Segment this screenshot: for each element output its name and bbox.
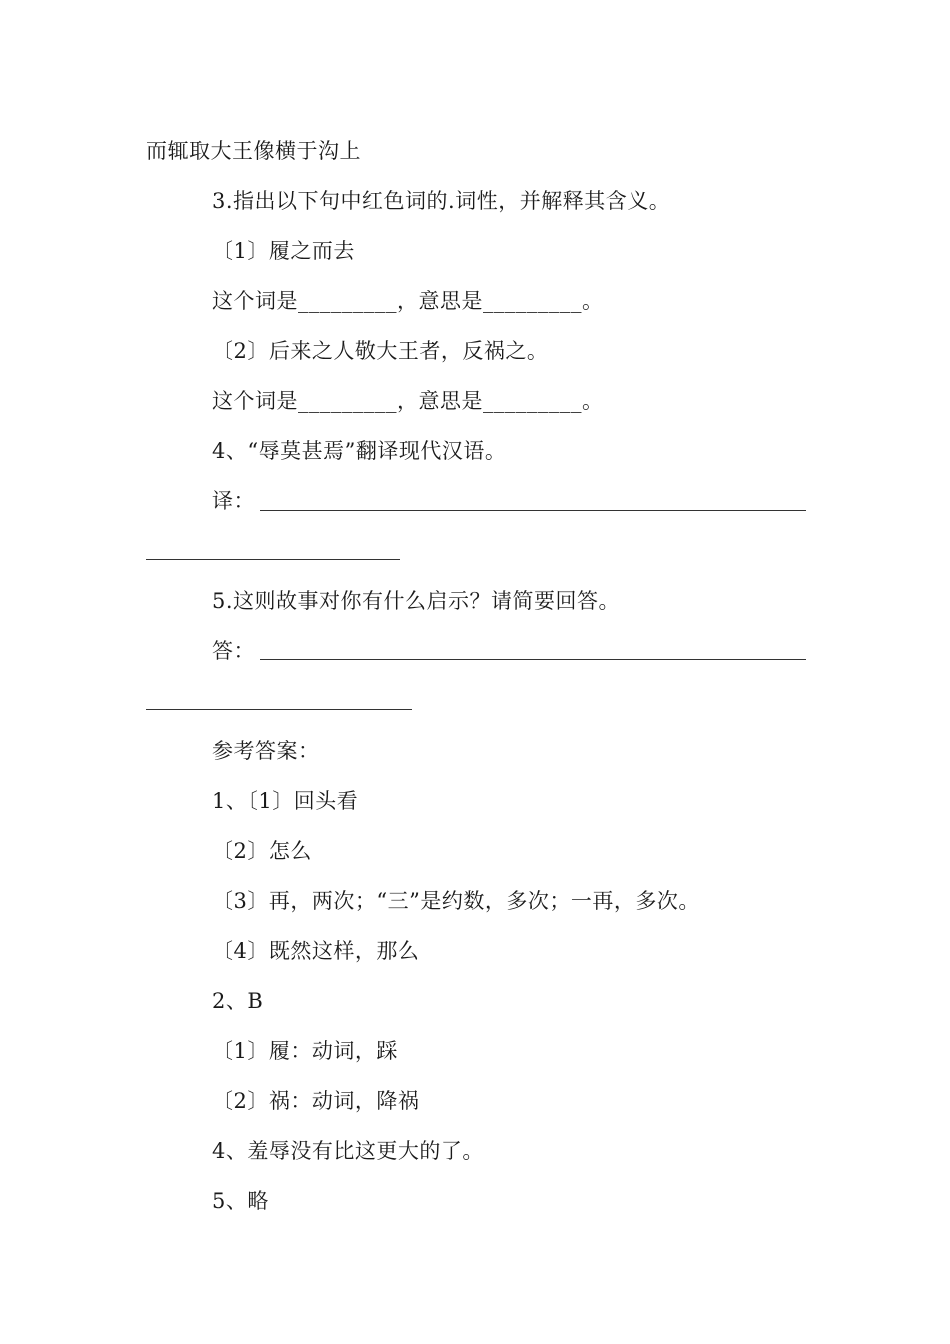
question-3-item-1-answer-blank: 这个词是_________，意思是_________。 [212,289,604,313]
question-5-answer-line [260,659,806,660]
question-5-answer-line-continued [146,709,412,710]
reference-answers-heading: 参考答案： [212,739,320,763]
answer-1-item-2: 〔2〕怎么 [212,839,312,863]
answer-3-item-1: 〔1〕履：动词，踩 [212,1039,398,1063]
question-4-answer-line-continued [146,559,400,560]
question-3-heading: 3.指出以下句中红色词的.词性，并解释其含义。 [212,189,671,213]
answer-1-item-1: 1、〔1〕回头看 [212,789,359,813]
answer-3-item-2: 〔2〕祸：动词，降祸 [212,1089,420,1113]
question-4-heading: 4、“辱莫甚焉”翻译现代汉语。 [212,439,507,463]
text-line-continuation: 而辄取大王像横于沟上 [146,139,361,163]
question-4-answer-line [260,510,806,511]
question-4-translation-label: 译： [212,489,255,513]
question-3-item-2: 〔2〕后来之人敬大王者，反祸之。 [212,339,549,363]
answer-1-item-4: 〔4〕既然这样，那么 [212,939,420,963]
question-3-item-2-answer-blank: 这个词是_________，意思是_________。 [212,389,604,413]
answer-1-item-3: 〔3〕再，两次；“三”是约数，多次；一再，多次。 [212,889,700,913]
question-3-item-1: 〔1〕履之而去 [212,239,355,263]
question-5-heading: 5.这则故事对你有什么启示？请简要回答。 [212,589,621,613]
question-5-answer-label: 答： [212,639,255,663]
answer-2: 2、B [212,989,264,1013]
answer-5: 5、略 [212,1189,269,1213]
answer-4: 4、羞辱没有比这更大的了。 [212,1139,484,1163]
